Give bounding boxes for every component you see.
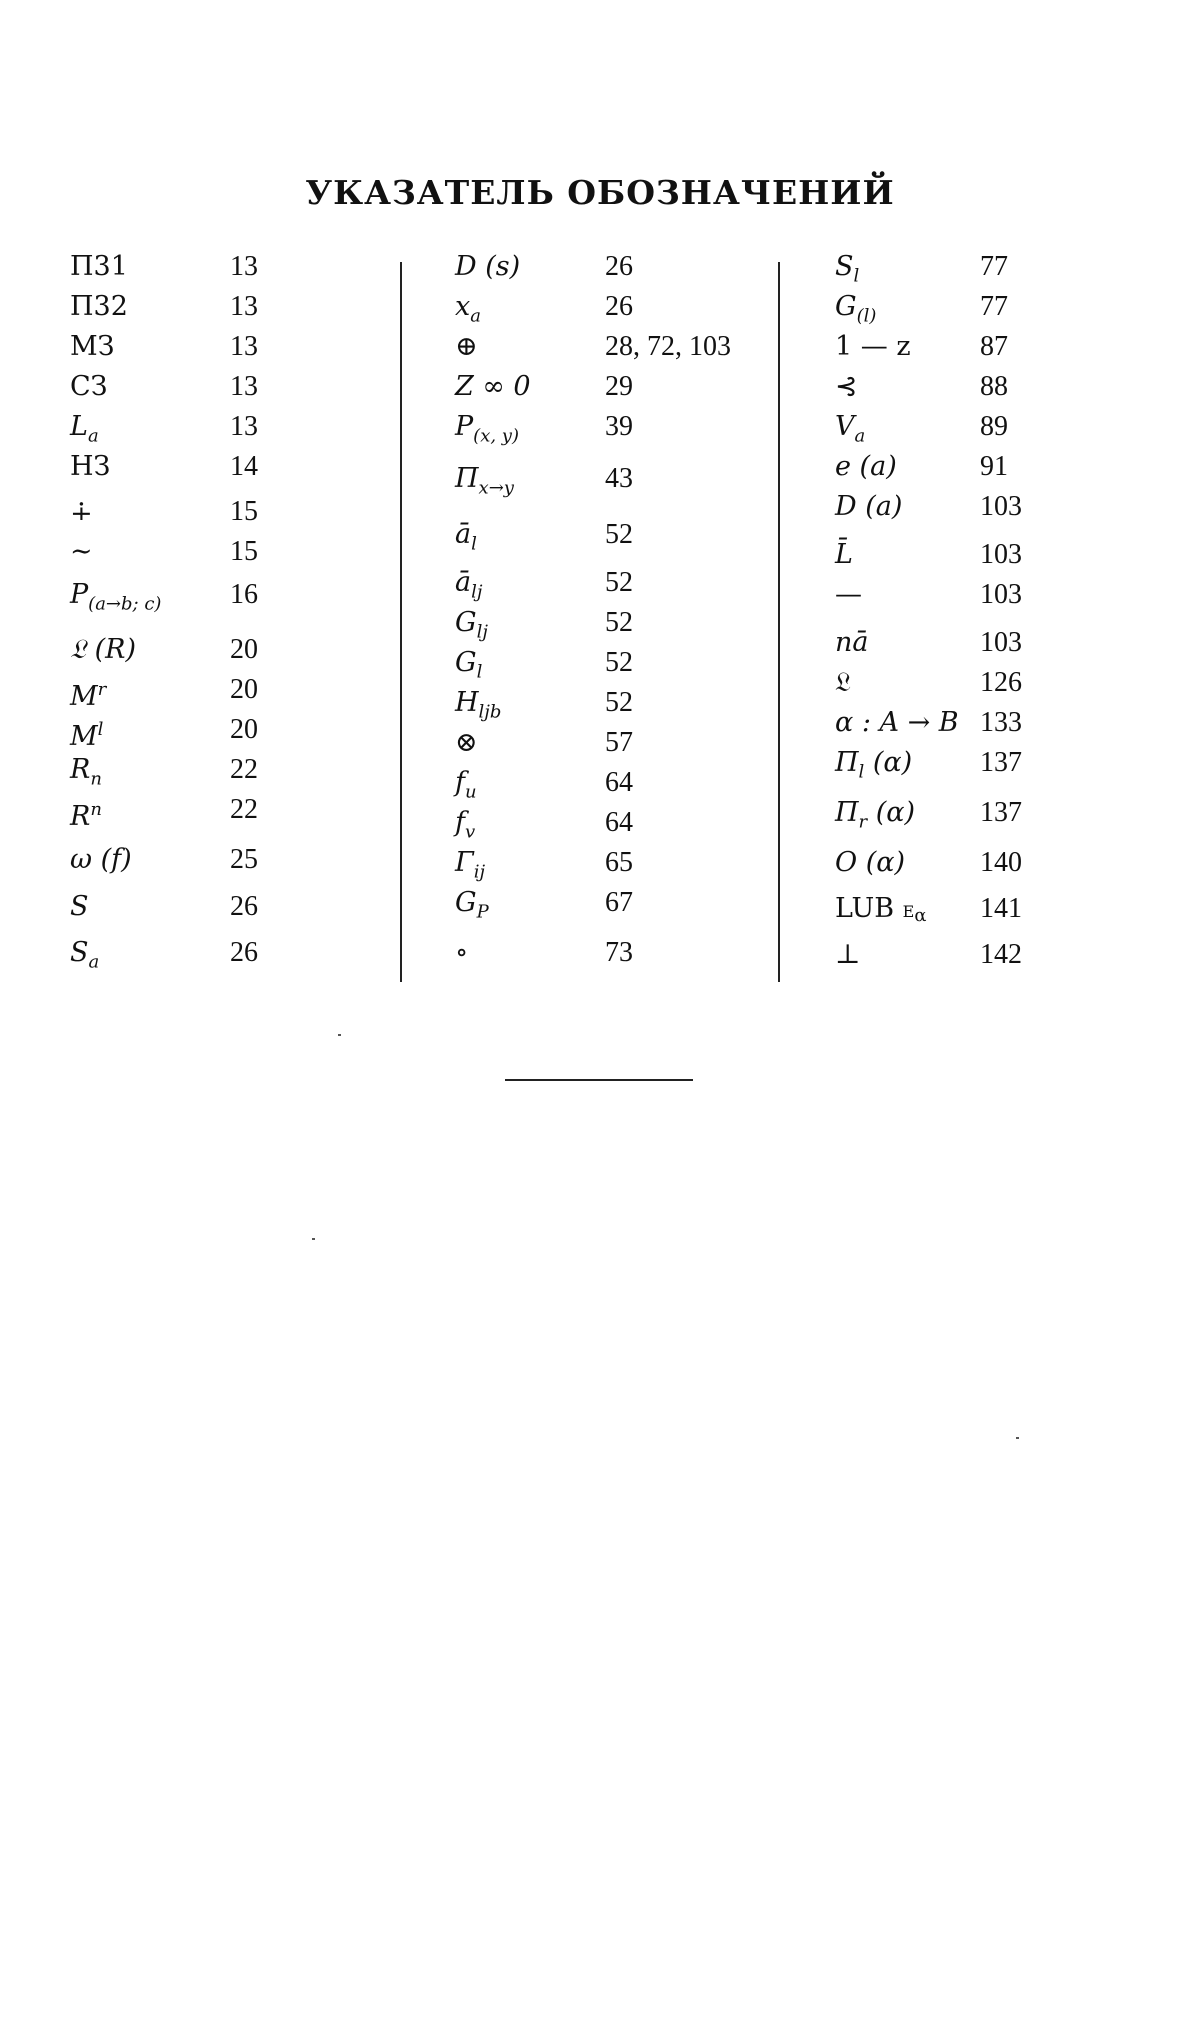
- index-symbol: $\Pi_r$ (α): [835, 797, 916, 833]
- index-page-number: 28, 72, 103: [605, 331, 731, 362]
- index-page-number: 26: [230, 891, 258, 922]
- index-symbol: 𝔏 (R): [70, 634, 136, 665]
- index-symbol: ∼: [70, 536, 93, 567]
- index-symbol: $S_l$: [835, 251, 860, 287]
- index-symbol: ⊕: [455, 331, 478, 362]
- index-page-number: 103: [980, 627, 1022, 658]
- index-symbol: D (a): [835, 491, 903, 522]
- column-divider: [400, 262, 402, 982]
- index-symbol: СЗ: [70, 371, 108, 402]
- index-symbol: ∘: [455, 937, 469, 968]
- index-symbol: $G_P$: [455, 887, 489, 923]
- index-symbol: ⊥: [835, 939, 861, 970]
- index-page-number: 25: [230, 844, 258, 875]
- index-page-number: 26: [605, 251, 633, 282]
- index-page-number: 15: [230, 536, 258, 567]
- index-symbol: 1 — z: [835, 331, 911, 362]
- index-symbol: $x_a$: [455, 291, 481, 327]
- index-page-number: 43: [605, 463, 633, 494]
- index-page-number: 20: [230, 674, 258, 705]
- index-symbol: $S_a$: [70, 937, 100, 973]
- index-symbol: $f_v$: [455, 807, 476, 843]
- index-symbol: 𝔏: [835, 667, 852, 698]
- index-symbol: $V_a$: [835, 411, 866, 447]
- index-symbol: $P_{(x, y)}$: [455, 411, 519, 447]
- index-page-number: 20: [230, 634, 258, 665]
- print-speck: [312, 1238, 315, 1240]
- index-page-number: 52: [605, 647, 633, 678]
- index-page-number: 77: [980, 291, 1008, 322]
- index-page-number: 103: [980, 491, 1022, 522]
- index-symbol: S: [70, 891, 89, 922]
- index-symbol: $f_u$: [455, 767, 477, 803]
- index-symbol: $\Pi_l$ (α): [835, 747, 913, 783]
- index-symbol: $M^r$: [70, 679, 107, 712]
- index-page-number: 15: [230, 496, 258, 527]
- index-page-number: 16: [230, 579, 258, 610]
- index-symbol: П31: [70, 251, 128, 282]
- index-symbol: ⊰: [835, 371, 858, 402]
- index-page-number: 67: [605, 887, 633, 918]
- index-symbol: $\Gamma_{ij}$: [455, 847, 486, 883]
- column-divider: [778, 262, 780, 982]
- index-page-number: 65: [605, 847, 633, 878]
- index-symbol: $ā_l$: [455, 519, 477, 555]
- page-title: УКАЗАТЕЛЬ ОБОЗНАЧЕНИЙ: [305, 173, 895, 212]
- index-page-number: 13: [230, 411, 258, 442]
- index-page-number: 13: [230, 371, 258, 402]
- index-page-number: 91: [980, 451, 1008, 482]
- index-page-number: 103: [980, 539, 1022, 570]
- index-page-number: 126: [980, 667, 1022, 698]
- index-symbol: $\Pi_{x\to y}$: [455, 463, 514, 499]
- index-page-number: 133: [980, 707, 1022, 738]
- index-symbol: L̄: [835, 539, 853, 570]
- index-symbol: НЗ: [70, 451, 111, 482]
- index-page-number: 52: [605, 567, 633, 598]
- index-page-number: 103: [980, 579, 1022, 610]
- index-symbol: α : A → B: [835, 707, 959, 738]
- index-page-number: 26: [605, 291, 633, 322]
- index-page-number: 22: [230, 754, 258, 785]
- index-page-number: 26: [230, 937, 258, 968]
- index-symbol: $ā_{lj}$: [455, 567, 483, 603]
- index-symbol: $M^l$: [70, 719, 104, 752]
- index-page-number: 137: [980, 797, 1022, 828]
- index-page-number: 52: [605, 687, 633, 718]
- index-symbol: Z ∞ 0: [455, 371, 531, 402]
- index-page-number: 29: [605, 371, 633, 402]
- index-page-number: 22: [230, 794, 258, 825]
- index-symbol: —: [835, 579, 862, 610]
- index-symbol: ⊗: [455, 727, 478, 758]
- index-page-number: 73: [605, 937, 633, 968]
- index-symbol: $R^n$: [70, 799, 102, 832]
- index-symbol: O (α): [835, 847, 906, 878]
- index-page-number: 52: [605, 519, 633, 550]
- print-speck: [338, 1034, 341, 1036]
- index-page-number: 13: [230, 251, 258, 282]
- index-page-number: 64: [605, 807, 633, 838]
- index-page-number: 13: [230, 291, 258, 322]
- index-page-number: 141: [980, 893, 1022, 924]
- index-symbol: $H_{ljb}$: [455, 687, 502, 723]
- index-symbol: $R_n$: [70, 754, 102, 790]
- index-symbol: LUB $E_\alpha$: [835, 893, 927, 927]
- index-symbol: nā: [835, 627, 869, 658]
- index-symbol: $G_{(l)}$: [835, 291, 877, 327]
- index-page-number: 89: [980, 411, 1008, 442]
- index-page-number: 39: [605, 411, 633, 442]
- index-page-number: 52: [605, 607, 633, 638]
- index-symbol: П32: [70, 291, 128, 322]
- index-page-number: 64: [605, 767, 633, 798]
- index-page-number: 88: [980, 371, 1008, 402]
- index-page-number: 87: [980, 331, 1008, 362]
- index-symbol: ∔: [70, 496, 93, 527]
- index-page-number: 57: [605, 727, 633, 758]
- index-symbol: $P_{(a\to b; c)}$: [70, 579, 162, 615]
- index-page-number: 142: [980, 939, 1022, 970]
- print-speck: [1016, 1437, 1019, 1439]
- index-symbol: $L_a$: [70, 411, 99, 447]
- index-symbol: ω (f): [70, 844, 132, 875]
- index-symbol: $G_{lj}$: [455, 607, 488, 643]
- index-page-number: 137: [980, 747, 1022, 778]
- index-page-number: 20: [230, 714, 258, 745]
- index-symbol: МЗ: [70, 331, 115, 362]
- end-rule: [505, 1079, 693, 1081]
- index-page-number: 13: [230, 331, 258, 362]
- index-page-number: 77: [980, 251, 1008, 282]
- index-symbol: $G_l$: [455, 647, 483, 683]
- index-page-number: 14: [230, 451, 258, 482]
- index-symbol: e (a): [835, 451, 897, 482]
- index-page-number: 140: [980, 847, 1022, 878]
- index-symbol: D (s): [455, 251, 521, 282]
